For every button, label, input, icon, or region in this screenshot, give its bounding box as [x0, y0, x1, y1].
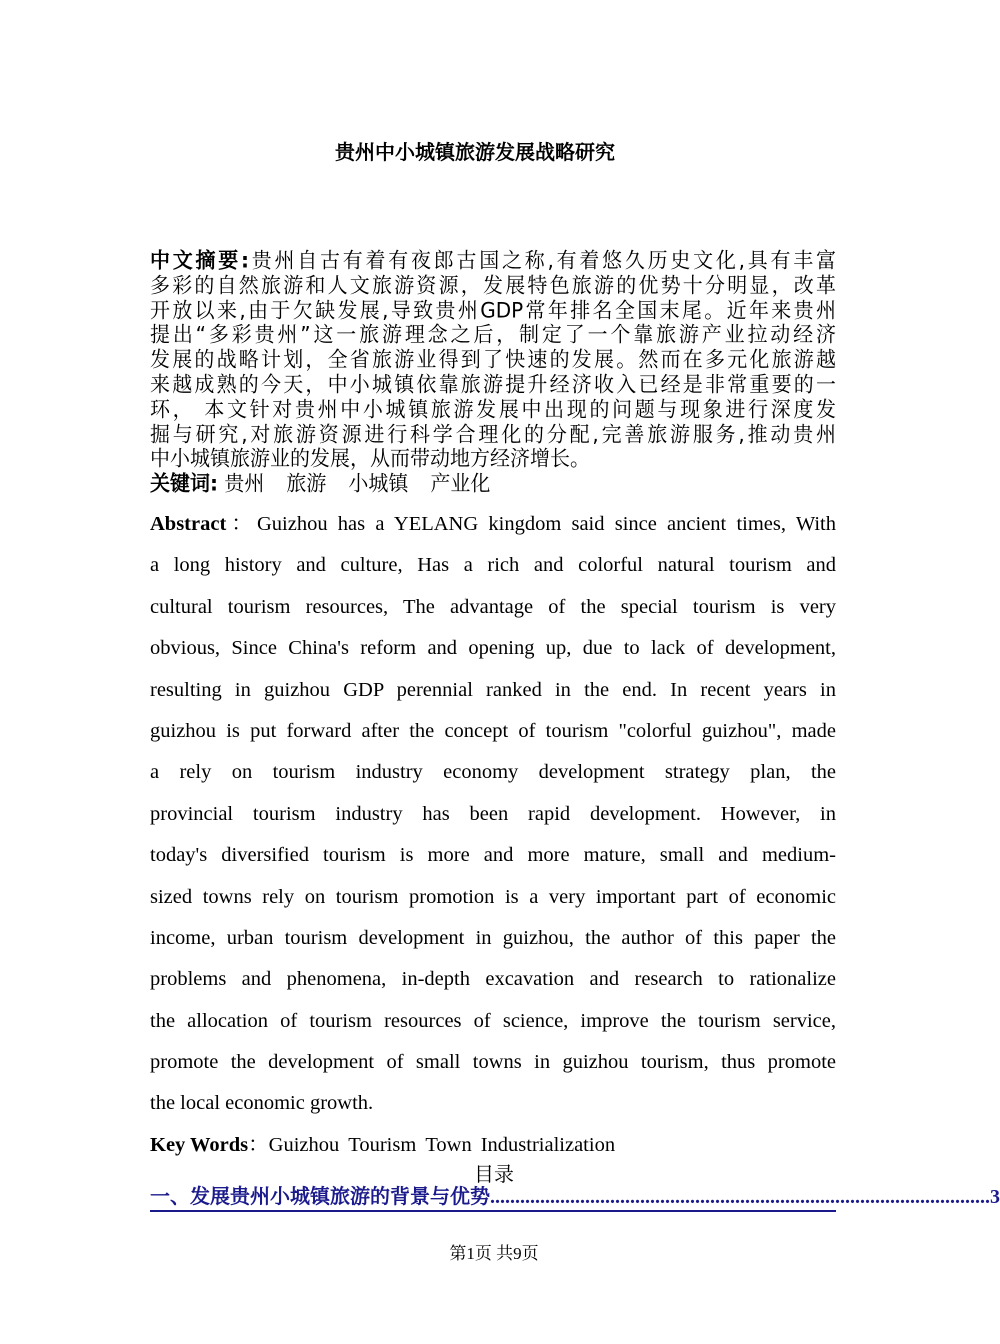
- document-title: 贵州中小城镇旅游发展战略研究: [335, 142, 615, 164]
- english-keywords: Key Words：Guizhou Tourism Town Industrialization: [150, 1134, 616, 1156]
- page-footer: 第1页 共9页: [449, 1244, 539, 1263]
- abstract-line: 开放以来,由于欠缺发展,导致贵州GDP常年排名全国末尾。近年来贵州: [150, 296, 836, 323]
- abstract-line: sized towns rely on tourism promotion is a very important part of economic: [150, 885, 836, 908]
- abstract-label: Abstract: [150, 513, 227, 535]
- abstract-line: 中小城镇旅游业的发展，从而带动地方经济增长。: [150, 445, 590, 471]
- abstract-line: resulting in guizhou GDP perennial ranked in the end. In recent years in: [150, 678, 836, 701]
- abstract-line: obvious, Since China's reform and opening up, due to lack of development,: [150, 637, 836, 660]
- abstract-line: the local economic growth.: [150, 1092, 374, 1115]
- toc-entry-link[interactable]: [150, 1183, 1000, 1212]
- abstract-line: a long history and culture, Has a rich and colorful natural tourism and: [150, 554, 836, 577]
- abstract-line: the allocation of tourism resources of science, improve the tourism service,: [150, 1009, 836, 1032]
- abstract-line: 来越成熟的今天，中小城镇依靠旅游提升经济收入已经是非常重要的一: [150, 371, 836, 397]
- abstract-line: Abstract：Guizhou has a YELANG kingdom said since ancient times, With: [150, 513, 836, 535]
- abstract-line: 多彩的自然旅游和人文旅游资源，发展特色旅游的优势十分明显，改革: [150, 272, 836, 298]
- abstract-line: provincial tourism industry has been rapid development. However, in: [150, 802, 836, 825]
- chinese-keywords: 关键词: 贵州 旅游 小城镇 产业化: [150, 470, 491, 496]
- toc-title: 目录: [474, 1162, 514, 1186]
- abstract-line: income, urban tourism development in guizhou, the author of this paper the: [150, 926, 836, 949]
- chinese-abstract: [150, 248, 836, 496]
- abstract-line: guizhou is put forward after the concept of tourism "colorful guizhou", made: [150, 719, 836, 742]
- toc-entry-text: 一、发展贵州小城镇旅游的背景与优势: [150, 1184, 490, 1208]
- abstract-line: promote the development of small towns in guizhou tourism, thus promote: [150, 1051, 836, 1074]
- abstract-line: 中文摘要:贵州自古有着有夜郎古国之称,有着悠久历史文化,具有丰富: [150, 247, 837, 273]
- abstract-line: 掘与研究,对旅游资源进行科学合理化的分配,完善旅游服务,推动贵州: [150, 420, 836, 447]
- english-abstract: [150, 506, 836, 1127]
- toc-leader-dots: ....................................................................................................: [490, 1186, 990, 1208]
- abstract-line: 提出“多彩贵州”这一旅游理念之后，制定了一个靠旅游产业拉动经济: [150, 321, 836, 347]
- abstract-line: 环， 本文针对贵州中小城镇旅游发展中出现的问题与现象进行深度发: [150, 396, 836, 422]
- abstract-line: cultural tourism resources, The advantage of the special tourism is very: [150, 595, 836, 618]
- abstract-line: problems and phenomena, in-depth excavation and research to rationalize: [150, 968, 836, 991]
- abstract-line: a rely on tourism industry economy development strategy plan, the: [150, 761, 836, 784]
- abstract-label: 中文摘要:: [150, 247, 250, 273]
- toc-entry-page: 3: [990, 1186, 1000, 1208]
- abstract-line: today's diversified tourism is more and more mature, small and medium-: [150, 844, 836, 867]
- abstract-line: 发展的战略计划，全省旅游业得到了快速的发展。然而在多元化旅游越: [150, 346, 836, 372]
